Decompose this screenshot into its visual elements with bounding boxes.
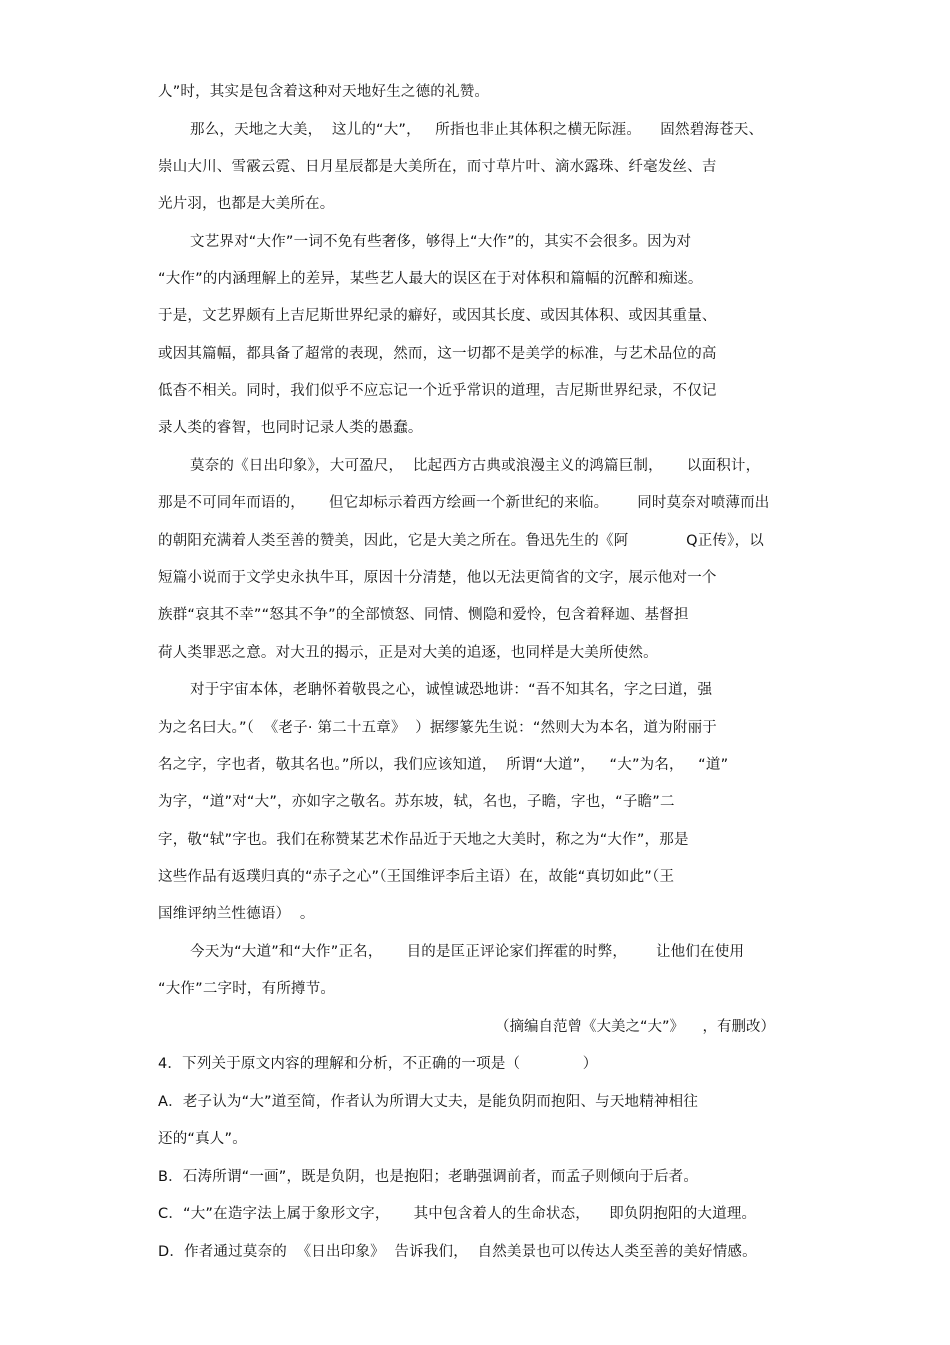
text-line: 字，敬“轼”字也。我们在称赞某艺术作品近于天地之大美时，称之为“大作”，那是 bbox=[158, 832, 689, 848]
text-line: 为之名曰大。”（ 《老子· 第二十五章》 ）据缪篆先生说：“然则大为本名，道为附丽于 bbox=[158, 720, 717, 736]
text-line: 短篇小说而于文学史永执牛耳，原因十分清楚，他以无法更简省的文字，展示他对一个 bbox=[158, 570, 717, 586]
option-c: C．“大”在造字法上属于象形文字， 其中包含着人的生命状态， 即负阴抱阳的大道理。 bbox=[158, 1206, 757, 1222]
text-line: 这些作品有返璞归真的“赤子之心”（王国维评李后主语）在，故能“真切如此”（王 bbox=[158, 869, 675, 885]
text-line: “大作”二字时，有所撙节。 bbox=[158, 981, 336, 997]
text-line: 的朝阳充满着人类至善的赞美，因此，它是大美之所在。鲁迅先生的《阿 Q正传》，以 bbox=[158, 533, 764, 549]
text-line: 莫奈的《日出印象》，大可盈尺， 比起西方古典或浪漫主义的鸿篇巨制， 以面积计， bbox=[190, 458, 761, 474]
text-line: 对于宇宙本体，老聃怀着敬畏之心，诚惶诚恐地讲：“吾不知其名，字之曰道，强 bbox=[190, 682, 713, 698]
text-line: 崇山大川、雪霰云霓、日月星辰都是大美所在，而寸草片叶、滴水露珠、纤毫发丝、吉 bbox=[158, 159, 717, 175]
text-line: 或因其篇幅，都具备了超常的表现，然而，这一切都不是美学的标准，与艺术品位的高 bbox=[158, 346, 717, 362]
option-a: A．老子认为“大”道至简，作者认为所谓大丈夫，是能负阴而抱阳、与天地精神相往 bbox=[158, 1094, 699, 1110]
text-line: 名之字，字也者，敬其名也。”所以，我们应该知道， 所谓“大道”， “大”为名， “道” bbox=[158, 757, 729, 773]
option-b: B．石涛所谓“一画”，既是负阴，也是抱阳；老聃强调前者，而孟子则倾向于后者。 bbox=[158, 1169, 699, 1185]
text-line: 光片羽，也都是大美所在。 bbox=[158, 196, 335, 212]
text-line: 荷人类罪恶之意。对大丑的揭示，正是对大美的追逐，也同样是大美所使然。 bbox=[158, 645, 658, 661]
text-line: 人”时，其实是包含着这种对天地好生之德的礼赞。 bbox=[158, 84, 490, 100]
text-line: 低杳不相关。同时，我们似乎不应忘记一个近乎常识的道理，吉尼斯世界纪录，不仅记 bbox=[158, 383, 717, 399]
question-stem: 4．下列关于原文内容的理解和分析，不正确的一项是（ ） bbox=[158, 1056, 598, 1072]
text-line: 录人类的睿智，也同时记录人类的愚蠢。 bbox=[158, 420, 423, 436]
source-citation: （摘编自范曾《大美之“大”》 ，有删改） bbox=[495, 1019, 775, 1035]
text-line: 于是，文艺界颇有上吉尼斯世界纪录的癖好，或因其长度、或因其体积、或因其重量、 bbox=[158, 308, 717, 324]
text-line: 为字，“道”对“大”，亦如字之敬名。苏东坡，轼，名也，子瞻，字也，“子瞻”二 bbox=[158, 794, 675, 810]
option-d: D．作者通过莫奈的 《日出印象》 告诉我们， 自然美景也可以传达人类至善的美好情感。 bbox=[158, 1244, 757, 1260]
text-line: “大作”的内涵理解上的差异，某些艺人最大的误区在于对体积和篇幅的沉醉和痴迷。 bbox=[158, 271, 703, 287]
text-line: 族群“哀其不幸”“怒其不争”的全部愤怒、同情、恻隐和爱怜，包含着释迦、基督担 bbox=[158, 607, 689, 623]
text-line: 那么，天地之大美， 这儿的“大”， 所指也非止其体积之横无际涯。 固然碧海苍天、 bbox=[190, 122, 764, 138]
text-line: 国维评纳兰性德语） 。 bbox=[158, 906, 315, 922]
text-line: 今天为“大道”和“大作”正名， 目的是匡正评论家们挥霍的时弊， 让他们在使用 bbox=[190, 944, 745, 960]
text-line: 文艺界对“大作”一词不免有些奢侈，够得上“大作”的，其实不会很多。因为对 bbox=[190, 234, 692, 250]
text-line: 那是不可同年而语的， 但它却标示着西方绘画一个新世纪的来临。 同时莫奈对喷薄而出 bbox=[158, 495, 770, 511]
option-a-continued: 还的“真人”。 bbox=[158, 1131, 247, 1147]
